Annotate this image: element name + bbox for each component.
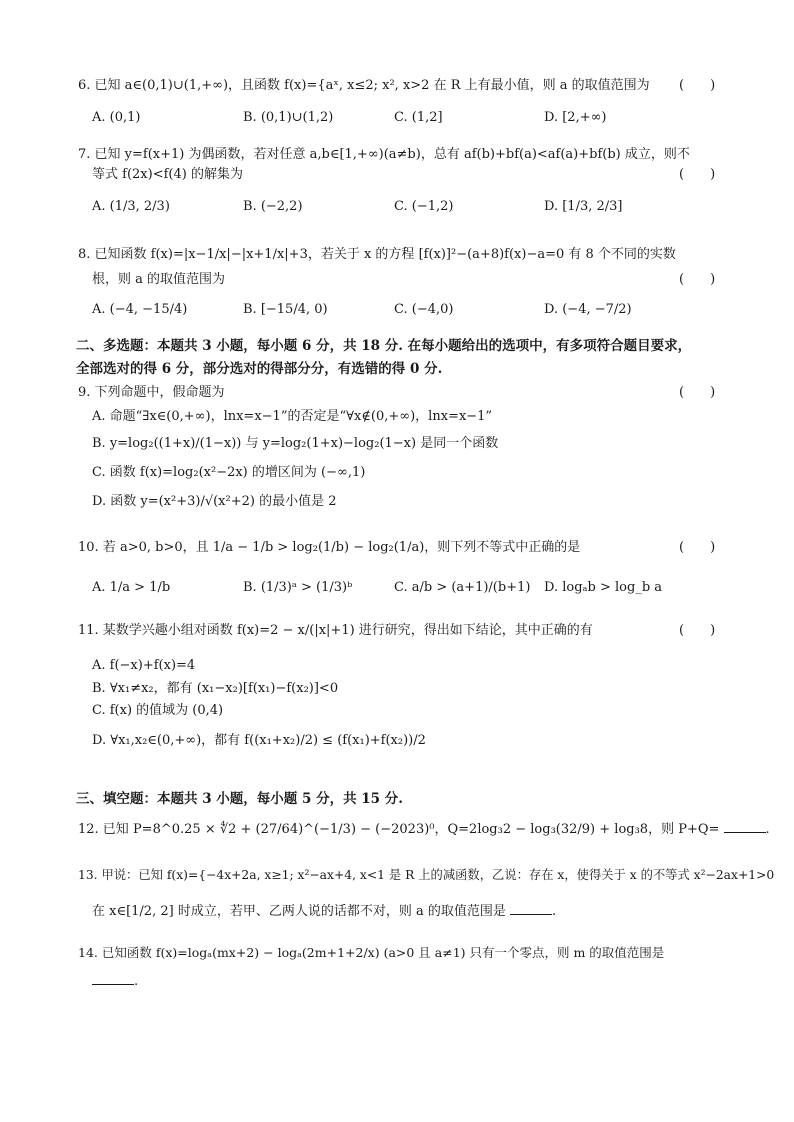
- option-b[interactable]: B. y=log₂((1+x)/(1−x)) 与 y=log₂(1+x)−log₂(1−x) 是同一个函数: [92, 436, 499, 451]
- question-13-end: .: [551, 904, 557, 919]
- option-d[interactable]: D. [2,+∞): [544, 110, 607, 125]
- option-c[interactable]: C. 函数 f(x)=log₂(x²−2x) 的增区间为 (−∞,1): [92, 465, 366, 480]
- question-7-options: [92, 195, 724, 219]
- question-7-stem-line2: 等式 f(2x)<f(4) 的解集为: [92, 167, 243, 182]
- question-13-stem-line1: 13. 甲说：已知 f(x)={−4x+2a, x≥1; x²−ax+4, x<1 是 R 上的减函数，乙说：存在 x，使得关于 x 的不等式 x²−2ax+1>0: [78, 868, 775, 882]
- option-d[interactable]: D. logₐb > log_b a: [544, 580, 663, 595]
- answer-blank-14[interactable]: [92, 972, 134, 985]
- option-c[interactable]: C. (−4,0): [394, 302, 454, 317]
- option-c[interactable]: C. (−1,2): [394, 199, 454, 214]
- answer-blank-13[interactable]: [510, 902, 552, 915]
- question-12-stem: 12. 已知 P=8^0.25 × ∜2 + (27/64)^(−1/3) − (−2023)⁰，Q=2log₃2 − log₃(32/9) + log₃8，则 P+Q=: [78, 822, 720, 837]
- question-14-line2: [92, 972, 724, 992]
- option-a[interactable]: A. 1/a > 1/b: [92, 580, 171, 595]
- answer-paren-7: ( ): [679, 167, 716, 182]
- option-a[interactable]: A. (1/3, 2/3): [92, 199, 170, 214]
- option-c[interactable]: C. a/b > (a+1)/(b+1): [394, 580, 531, 595]
- question-8-stem-line2: 根，则 a 的取值范围为: [92, 272, 226, 287]
- option-a[interactable]: A. (0,1): [92, 110, 141, 125]
- answer-blank-12[interactable]: [724, 820, 766, 833]
- option-b[interactable]: B. ∀x₁≠x₂，都有 (x₁−x₂)[f(x₁)−f(x₂)]<0: [92, 681, 339, 696]
- question-11-stem: 11. 某数学兴趣小组对函数 f(x)=2 − x/(|x|+1) 进行研究，得出如下结论，其中正确的有: [78, 623, 593, 638]
- section-3-header: 三、填空题：本题共 3 小题，每小题 5 分，共 15 分.: [76, 791, 403, 807]
- answer-paren-8: ( ): [679, 272, 716, 287]
- question-14-end: .: [134, 974, 139, 989]
- option-b[interactable]: B. (1/3)ᵃ > (1/3)ᵇ: [243, 580, 353, 595]
- section-2-header-line1: 二、多选题：本题共 3 小题，每小题 6 分，共 18 分. 在每小题给出的选项中，有多项符合题目要求，: [76, 338, 692, 354]
- option-d[interactable]: D. [1/3, 2/3]: [544, 199, 623, 214]
- question-13-stem-line2: 在 x∈[1/2, 2] 时成立，若甲、乙两人说的话都不对，则 a 的取值范围是: [92, 904, 506, 919]
- option-b[interactable]: B. (−2,2): [243, 199, 303, 214]
- section-2-header-line2: 全部选对的得 6 分，部分选对的得部分分，有选错的得 0 分.: [76, 361, 443, 377]
- question-12-end: .: [765, 822, 770, 837]
- option-a[interactable]: A. 命题“∃x∈(0,+∞)，lnx=x−1”的否定是“∀x∉(0,+∞)，lnx=x−1”: [92, 409, 493, 424]
- option-a[interactable]: A. f(−x)+f(x)=4: [92, 658, 196, 673]
- question-10-stem: 10. 若 a>0, b>0，且 1/a − 1/b > log₂(1/b) − log₂(1/a)，则下列不等式中正确的是: [78, 540, 581, 555]
- question-7-stem-line1: 7. 已知 y=f(x+1) 为偶函数，若对任意 a,b∈[1,+∞)(a≠b)，总有 af(b)+bf(a)<af(a)+bf(b) 成立，则不: [78, 147, 690, 162]
- question-14-stem: 14. 已知函数 f(x)=logₐ(mx+2) − logₐ(2m+1+2/x) (a>0 且 a≠1) 只有一个零点，则 m 的取值范围是: [78, 945, 665, 960]
- question-8-options: [92, 298, 724, 322]
- option-c[interactable]: C. (1,2]: [394, 110, 443, 125]
- question-9-stem: 9. 下列命题中，假命题为: [78, 385, 225, 400]
- option-b[interactable]: B. (0,1)∪(1,2): [243, 110, 334, 125]
- question-6-options: [92, 106, 724, 130]
- option-a[interactable]: A. (−4, −15/4): [92, 302, 188, 317]
- option-d[interactable]: D. ∀x₁,x₂∈(0,+∞)，都有 f((x₁+x₂)/2) ≤ (f(x₁)+f(x₂))/2: [92, 733, 426, 748]
- answer-paren-9: ( ): [679, 385, 716, 400]
- option-c[interactable]: C. f(x) 的值域为 (0,4): [92, 703, 224, 718]
- question-12: [78, 820, 770, 840]
- answer-paren-10: ( ): [679, 540, 716, 555]
- option-d[interactable]: D. 函数 y=(x²+3)/√(x²+2) 的最小值是 2: [92, 494, 337, 509]
- answer-paren-11: ( ): [679, 623, 716, 638]
- option-b[interactable]: B. [−15/4, 0): [243, 302, 328, 317]
- option-d[interactable]: D. (−4, −7/2): [544, 302, 632, 317]
- question-8-stem-line1: 8. 已知函数 f(x)=|x−1/x|−|x+1/x|+3，若关于 x 的方程 [f(x)]²−(a+8)f(x)−a=0 有 8 个不同的实数: [78, 247, 676, 262]
- question-10-options: [92, 576, 724, 600]
- question-6-stem: 6. 已知 a∈(0,1)∪(1,+∞)，且函数 f(x)={aˣ, x≤2; x², x>2 在 R 上有最小值，则 a 的取值范围为: [78, 78, 650, 93]
- question-13-line2: [92, 902, 724, 922]
- answer-paren-6: ( ): [679, 78, 716, 93]
